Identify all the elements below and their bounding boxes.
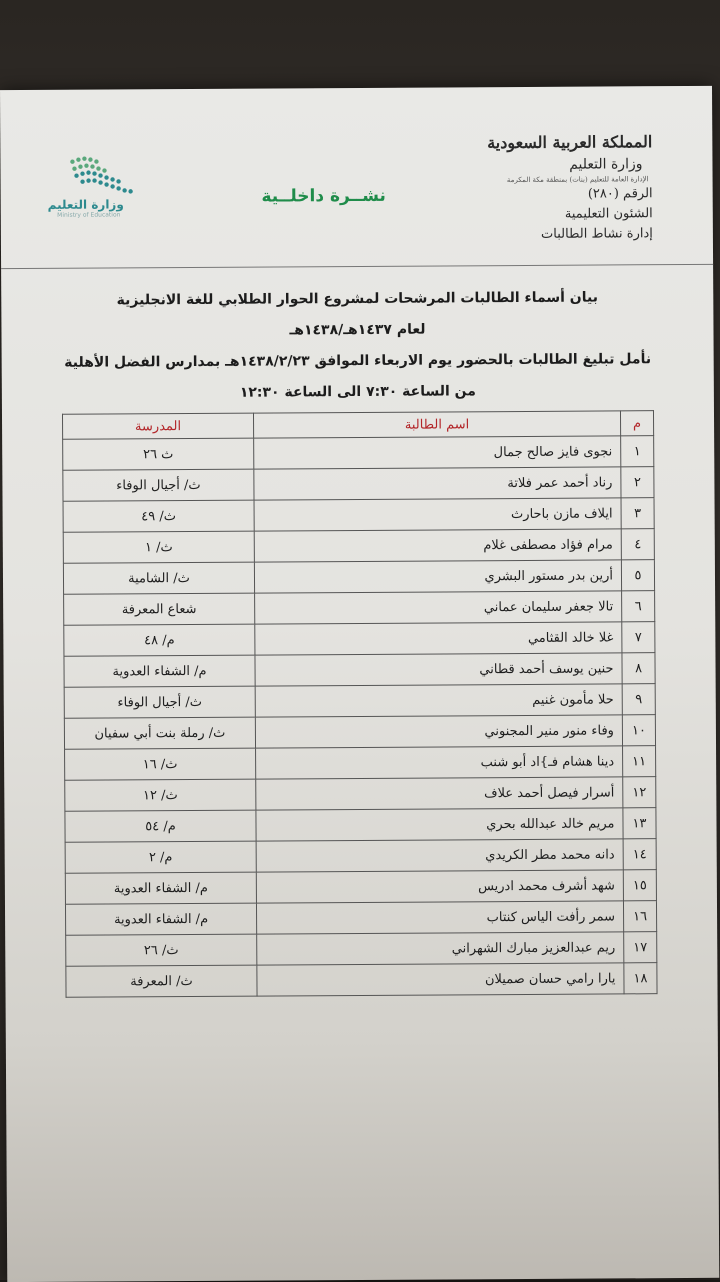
student-name: حلا مأمون غنيم (255, 684, 622, 717)
school-name: ث/ أجيال الوفاء (64, 686, 255, 718)
school-name: شعاع المعرفة (64, 593, 255, 625)
school-name: م/ الشفاء العدوية (65, 903, 256, 935)
table-row (65, 870, 656, 905)
directorate-line: الإدارة العامة للتعليم (بنات) بمنطقة مكة المكرمة (506, 175, 649, 185)
student-name: تالا جعفر سليمان عماني (255, 591, 622, 624)
title-line-4: من الساعة ٧:٣٠ الى الساعة ١٢:٣٠ (239, 383, 476, 401)
table-row (65, 746, 656, 781)
school-name: م/ الشفاء العدوية (65, 872, 256, 904)
kingdom-name: المملكة العربية السعودية (487, 132, 653, 153)
student-name: شهد أشرف محمد ادريس (256, 870, 623, 903)
logo-subtitle: Ministry of Education (57, 211, 121, 219)
row-number: ٧ (622, 622, 655, 653)
affairs-line: الشئون التعليمية (564, 206, 653, 222)
header-divider (1, 264, 713, 269)
school-name: ث/ أجيال الوفاء (63, 469, 254, 501)
table-row (66, 963, 657, 998)
ministry-logo (30, 153, 170, 219)
row-number: ١٤ (623, 839, 656, 870)
student-name: مرام فؤاد مصطفى غلام (254, 529, 621, 562)
department-line: إدارة نشاط الطالبات (540, 226, 653, 242)
row-number: ٥ (621, 560, 654, 591)
school-name: م/ الشفاء العدوية (64, 655, 255, 687)
student-name: حنين يوسف أحمد قطاني (255, 653, 622, 686)
table-row (64, 684, 655, 719)
school-name: ث/ ١٦ (65, 748, 256, 780)
ministry-logo-icon (30, 153, 170, 198)
school-name: م/ ٢ (65, 841, 256, 873)
title-line-1: بيان أسماء الطالبات المرشحات لمشروع الحوار الطلابي للغة الانجليزية (116, 289, 598, 309)
table-row (65, 808, 656, 843)
student-name: ريم عبدالعزيز مبارك الشهراني (257, 932, 624, 965)
row-number: ٩ (622, 684, 655, 715)
school-name: م/ ٤٨ (64, 624, 255, 656)
row-number: ١٣ (623, 808, 656, 839)
school-name: ث/ المعرفة (66, 965, 257, 997)
school-name: ث/ رملة بنت أبي سفيان (64, 717, 255, 749)
document-page (0, 86, 719, 1282)
row-number: ١٧ (624, 932, 657, 963)
student-name: أسرار فيصل أحمد علاف (256, 777, 623, 810)
row-number: ١ (621, 436, 654, 467)
table-row (64, 622, 655, 657)
school-name: ث ٢٦ (63, 438, 254, 470)
student-name: رناد أحمد عمر فلاتة (254, 467, 621, 500)
header-student-name: اسم الطالبة (253, 411, 620, 438)
document-title (61, 282, 654, 410)
school-name: ث/ ١ (63, 531, 254, 563)
student-name: أرين بدر مستور البشري (254, 560, 621, 593)
school-name: ث/ ١٢ (65, 779, 256, 811)
table-row (66, 932, 657, 967)
table-row (63, 467, 654, 502)
row-number: ٤ (621, 529, 654, 560)
ministry-name: وزارة التعليم (569, 156, 643, 173)
table-row (63, 436, 654, 471)
row-number: ١٦ (623, 901, 656, 932)
table-row (63, 560, 654, 595)
header-number: م (620, 411, 653, 436)
logo-wordmark: وزارة التعليم (47, 197, 124, 212)
table-row (64, 653, 655, 688)
student-name: دانه محمد مطر الكريدي (256, 839, 623, 872)
table-body (63, 436, 657, 998)
table-row (65, 901, 656, 936)
table-row (63, 498, 654, 533)
row-number: ١٠ (622, 715, 655, 746)
table-row (65, 777, 656, 812)
school-name: ث/ ٤٩ (63, 500, 254, 532)
internal-bulletin-label: نشــرة داخلــية (261, 185, 386, 207)
title-line-3: نأمل تبليغ الطالبات بالحضور يوم الاربعاء الموافق ١٤٣٨/٢/٢٣هـ بمدارس الفضل الأهلية (64, 351, 652, 371)
letterhead-right (452, 130, 653, 245)
row-number: ١٥ (623, 870, 656, 901)
students-table (62, 410, 658, 998)
reference-number: الرقم (٢٨٠) (587, 186, 653, 202)
student-name: ايلاف مازن باحارث (254, 498, 621, 531)
row-number: ١١ (623, 746, 656, 777)
title-line-2: لعام ١٤٣٧هـ/١٤٣٨هـ (289, 321, 426, 339)
school-name: ث/ الشامية (63, 562, 254, 594)
table-row (63, 529, 654, 564)
school-name: م/ ٥٤ (65, 810, 256, 842)
header-school: المدرسة (62, 413, 253, 439)
student-name: مريم خالد عبدالله بحري (256, 808, 623, 841)
student-name: سمر رأفت الياس كنتاب (256, 901, 623, 934)
table-row (64, 591, 655, 626)
table-row (64, 715, 655, 750)
row-number: ٢ (621, 467, 654, 498)
school-name: ث/ ٢٦ (66, 934, 257, 966)
row-number: ٦ (622, 591, 655, 622)
row-number: ٨ (622, 653, 655, 684)
row-number: ١٨ (624, 963, 657, 994)
student-name: غلا خالد القثامي (255, 622, 622, 655)
table-header-row (62, 411, 653, 440)
row-number: ١٢ (623, 777, 656, 808)
student-name: وفاء منور منير المجنوني (255, 715, 622, 748)
student-name: يارا رامي حسان صميلان (257, 963, 624, 996)
table-row (65, 839, 656, 874)
row-number: ٣ (621, 498, 654, 529)
student-name: نجوى فايز صالح جمال (254, 436, 621, 469)
student-name: دينا هشام فـ}اد أبو شنب (256, 746, 623, 779)
